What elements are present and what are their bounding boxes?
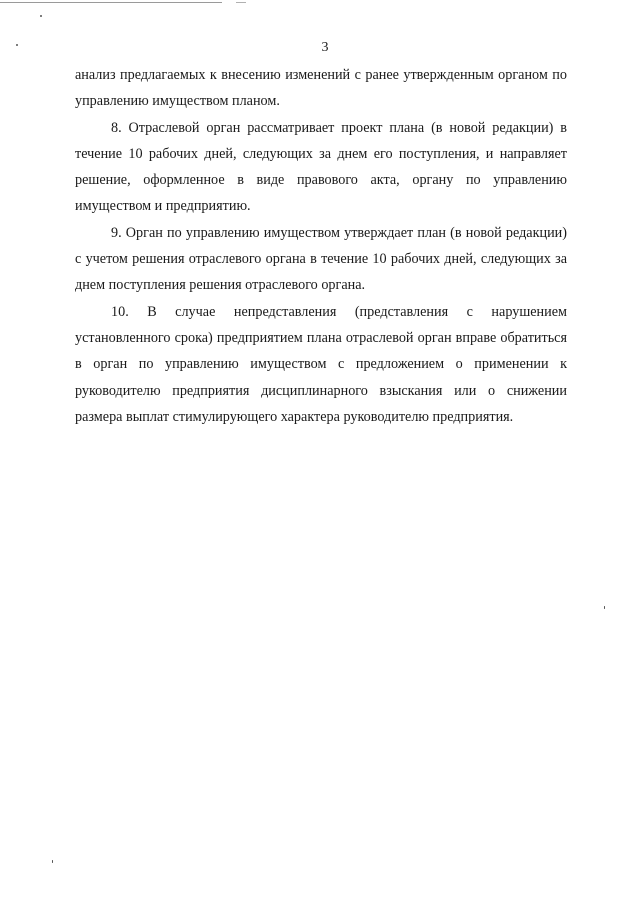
paragraph-8: 8. Отраслевой орган рассматривает проект плана (в новой редакции) в течение 10 рабочих дней, следующих за днем его поступления, и направляет решение, оформленное в виде правового акта, органу по управлению имуществом и предприятию. <box>75 119 567 215</box>
paragraph-9: 9. Орган по управлению имуществом утверждает план (в новой редакции) с учетом решения отраслевого органа в течение 10 рабочих дней, следующих за днем поступления решения отраслевого органа. <box>75 224 567 294</box>
scan-speck <box>604 606 605 609</box>
scan-speck <box>52 860 53 863</box>
paragraph-continuation: анализ предлагаемых к внесению изменений с ранее утвержденным органом по управлению имуществом планом. <box>75 67 567 110</box>
scan-speck <box>40 15 42 17</box>
scan-edge-line <box>0 2 222 3</box>
body-text <box>75 62 567 430</box>
scan-edge-mark <box>236 2 246 3</box>
page-number: 3 <box>321 40 329 55</box>
paragraph-10: 10. В случае непредставления (представления с нарушением установленного срока) предприятием плана отраслевой орган вправе обратиться в орган по управлению имуществом с предложением о применении к руководителю предприятия дисциплинарного взыскания или о снижении размера выплат стимулирующего характера руководителю предприятия. <box>75 303 567 425</box>
